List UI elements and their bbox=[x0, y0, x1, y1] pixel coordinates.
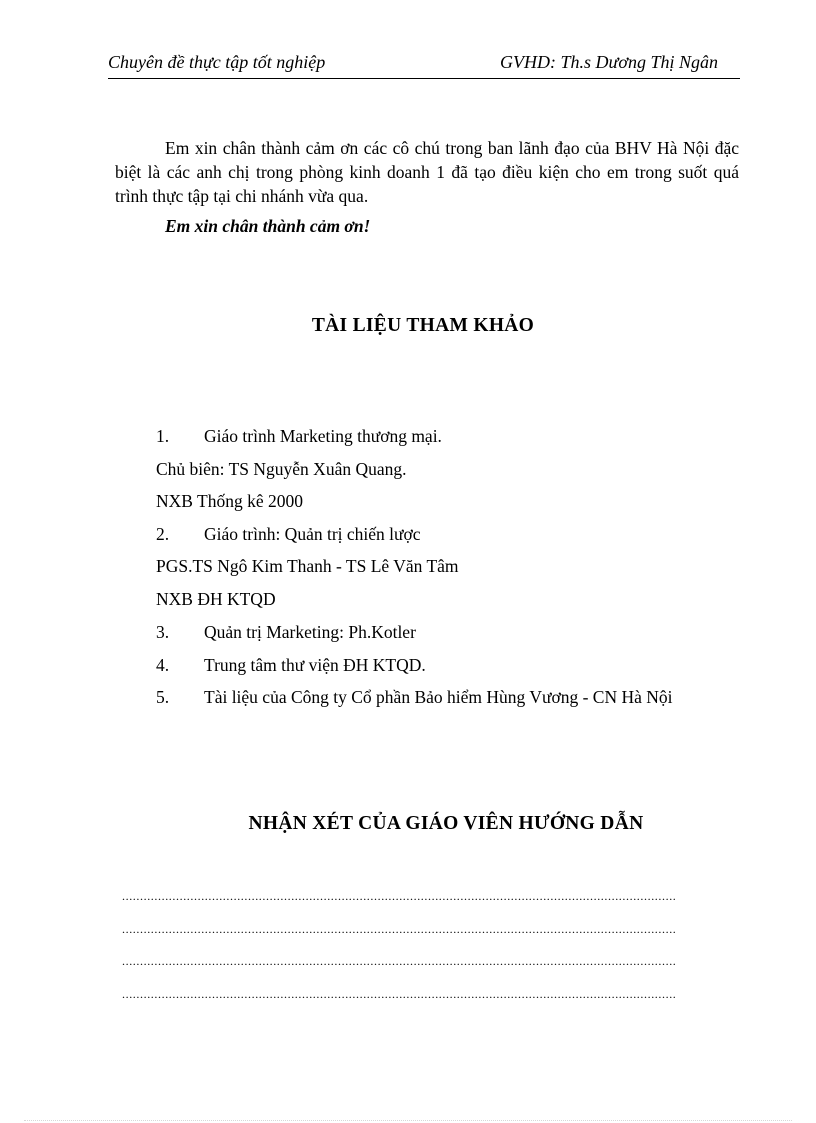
supervisor-comments-title: NHẬN XÉT CỦA GIÁO VIÊN HƯỚNG DẪN bbox=[248, 813, 644, 834]
reference-number: 1. bbox=[156, 426, 170, 446]
comment-line: .......................................................................................................................................................... bbox=[122, 889, 677, 903]
reference-text: Tài liệu của Công ty Cổ phần Bảo hiểm Hùng Vương - CN Hà Nội bbox=[204, 687, 673, 707]
reference-text: Giáo trình Marketing thương mại. bbox=[204, 426, 442, 446]
reference-text: Quản trị Marketing: Ph.Kotler bbox=[204, 622, 416, 642]
reference-text: Giáo trình: Quản trị chiến lược bbox=[204, 524, 421, 544]
reference-text: NXB ĐH KTQD bbox=[156, 589, 276, 609]
header-supervisor: GVHD: Th.s Dương Thị Ngân bbox=[500, 52, 718, 72]
reference-number: 5. bbox=[156, 687, 170, 707]
reference-line bbox=[156, 556, 459, 577]
comment-line: .......................................................................................................................................................... bbox=[122, 987, 677, 1001]
comment-line: .......................................................................................................................................................... bbox=[122, 954, 677, 968]
reference-number: 3. bbox=[156, 622, 170, 642]
page-bottom-rule bbox=[24, 1120, 792, 1121]
reference-text: Chủ biên: TS Nguyễn Xuân Quang. bbox=[156, 459, 407, 479]
reference-text: NXB Thống kê 2000 bbox=[156, 491, 303, 511]
reference-line bbox=[156, 491, 303, 512]
reference-line bbox=[156, 524, 421, 545]
page-header bbox=[108, 50, 740, 79]
reference-line bbox=[156, 426, 442, 447]
reference-text: Trung tâm thư viện ĐH KTQD. bbox=[204, 655, 426, 675]
reference-number: 2. bbox=[156, 524, 170, 544]
reference-line bbox=[156, 687, 673, 708]
reference-line bbox=[156, 622, 416, 643]
header-document-title: Chuyên đề thực tập tốt nghiệp bbox=[108, 52, 326, 72]
reference-text: PGS.TS Ngô Kim Thanh - TS Lê Văn Tâm bbox=[156, 556, 459, 576]
comment-line: .......................................................................................................................................................... bbox=[122, 922, 677, 936]
thanks-line: Em xin chân thành cảm ơn! bbox=[165, 216, 371, 236]
reference-line bbox=[156, 655, 426, 676]
acknowledgement-paragraph: Em xin chân thành cảm ơn các cô chú trong ban lãnh đạo của BHV Hà Nội đặc biệt là các anh chị trong phòng kinh doanh 1 đã tạo điều kiện cho em trong suốt quá trình thực tập tại chi nhánh vừa qua. bbox=[115, 138, 739, 206]
references-title: TÀI LIỆU THAM KHẢO bbox=[311, 315, 535, 336]
reference-line bbox=[156, 459, 407, 480]
reference-line bbox=[156, 589, 276, 610]
reference-number: 4. bbox=[156, 655, 170, 675]
